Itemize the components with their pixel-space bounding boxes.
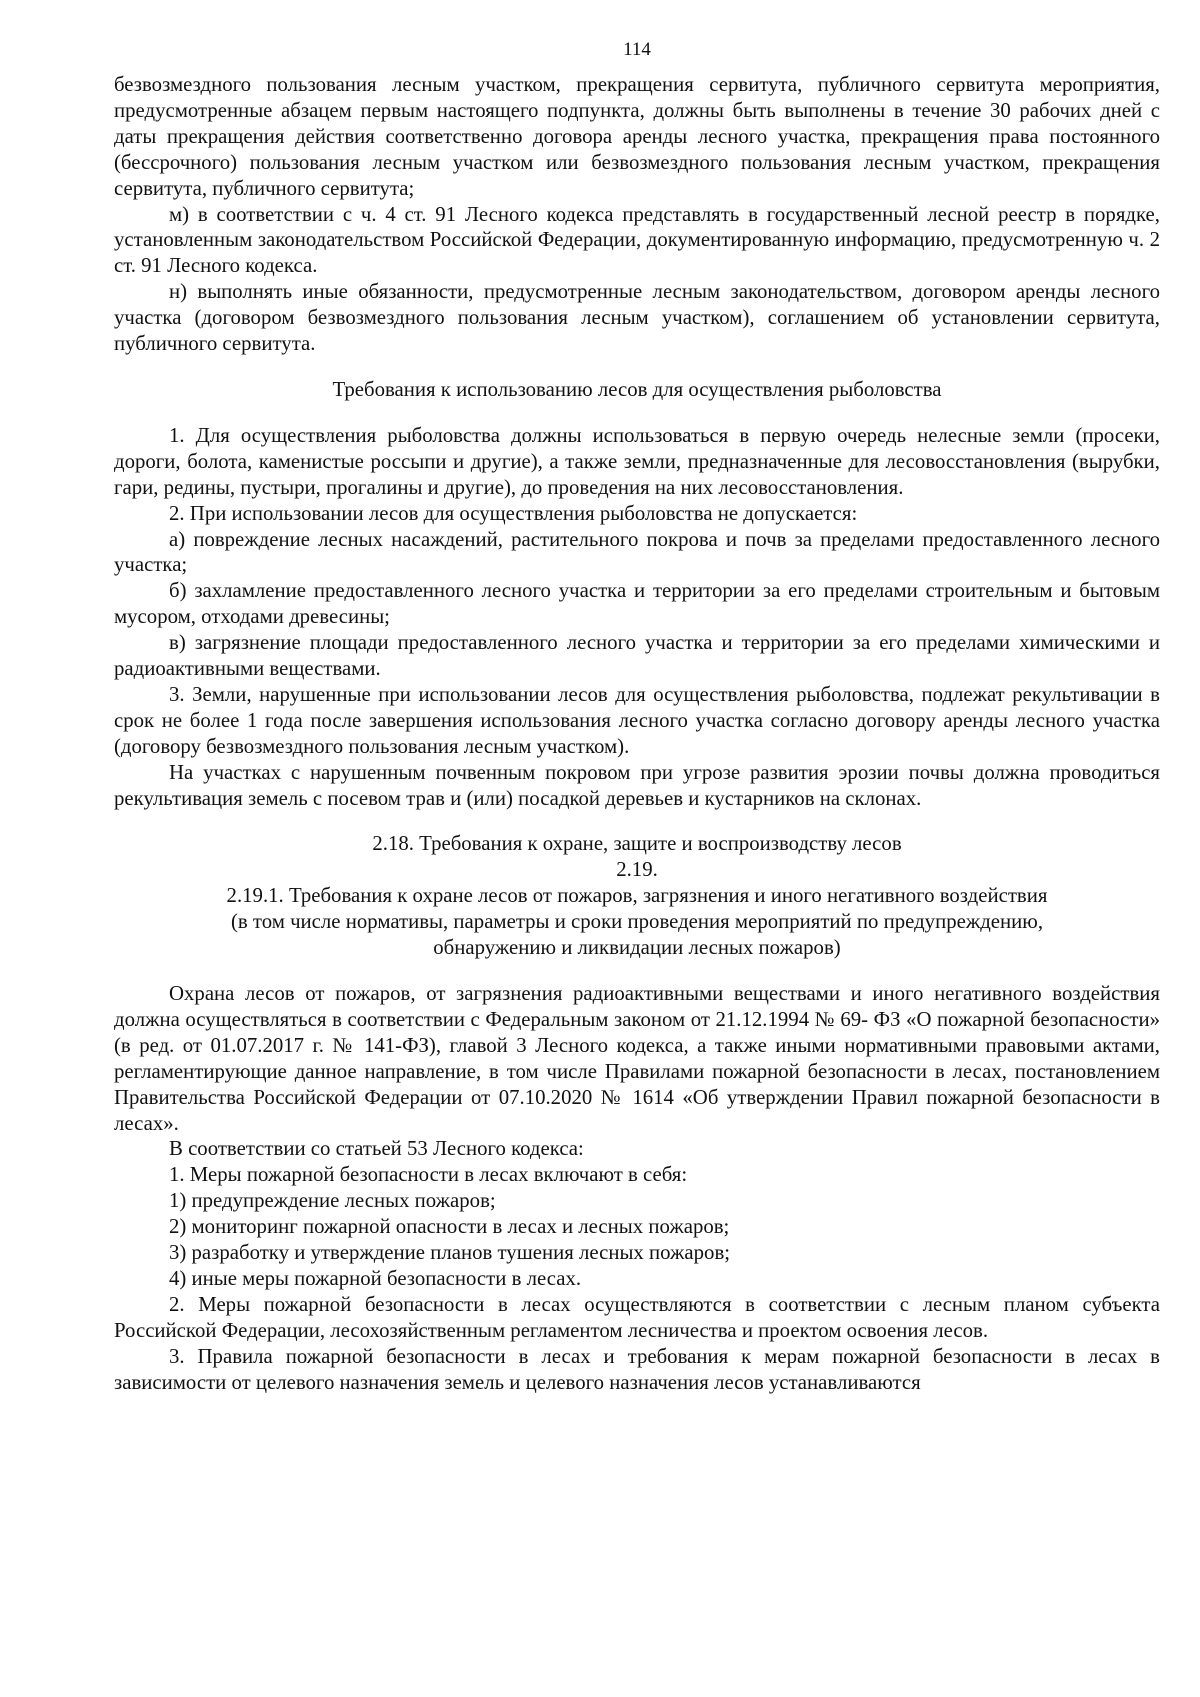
list-item-monitoring: 2) мониторинг пожарной опасности в лесах и лесных пожаров; [169,1215,730,1239]
paragraph-measures-intro: 1. Меры пожарной безопасности в лесах включают в себя: [169,1163,688,1187]
paragraph-fishing-2: 2. При использовании лесов для осуществления рыболовства не допускается: [169,501,858,525]
paragraph-measures-2: 2. Меры пожарной безопасности в лесах осуществляются в соответствии с лесным планом субъекта Российской Федерации, лесохозяйственным регламентом лесничества и проектом освоения лесов. [114,1292,1160,1342]
paragraph-fishing-2v: в) загрязнение площади предоставленного лесного участка и территории за его пределами химическими и радиоактивными веществами. [114,631,1160,681]
section-heading-2-19-1-line2: (в том числе нормативы, параметры и сроки проведения мероприятий по предупреждению, [230,910,1044,934]
section-heading-2-19-1-line3: обнаружению и ликвидации лесных пожаров) [433,936,841,960]
paragraph-fire-protection: Охрана лесов от пожаров, от загрязнения радиоактивными веществами и иного негативного воздействия должна осуществляться в соответствии с Федеральным законом от 21.12.1994 № 69- ФЗ «О пожарной безопасности» (в ред. от 01.07.2017 г. № 141-ФЗ), главой 3 Лесного кодекса, а также иными нормативными правовыми актами, регламентирующие данное направление, в том числе Правилами пожарной безопасности в лесах, постановлением Правительства Российской Федерации от 07.10.2020 № 1614 «Об утверждении Правил пожарной безопасности в лесах». [114,982,1160,1135]
section-heading-2-19-1-line1: 2.19.1. Требования к охране лесов от пожаров, загрязнения и иного негативного воздействия [226,884,1048,908]
paragraph-item-m: м) в соответствии с ч. 4 ст. 91 Лесного кодекса представлять в государственный лесной реестр в порядке, установленным законодательством Российской Федерации, документированную информацию, предусмотренную ч. 2 ст. 91 Лесного кодекса. [114,202,1160,278]
list-item-prevention: 1) предупреждение лесных пожаров; [169,1189,496,1213]
paragraph-measures-3: 3. Правила пожарной безопасности в лесах и требования к мерам пожарной безопасности в лесах в зависимости от целевого назначения земель и целевого назначения лесов устанавливаются [114,1344,1160,1394]
paragraph-continuation: безвозмездного пользования лесным участком, прекращения сервитута, публичного сервитута мероприятия, предусмотренные абзацем первым настоящего подпункта, должны быть выполнены в течение 30 рабочих дней с даты прекращения действия соответственно договора аренды лесного участка, прекращения права постоянного (бессрочного) пользования лесным участком или безвозмездного пользования лесным участком, прекращения сервитута, публичного сервитута; [114,73,1160,200]
section-heading-2-19: 2.19. [616,858,658,882]
paragraph-fishing-3: 3. Земли, нарушенные при использовании лесов для осуществления рыболовства, подлежат рекультивации в срок не более 1 года после завершения использования лесного участка согласно договору аренды лесного участка (договору безвозмездного пользования лесным участком). [114,682,1160,758]
page-number: 114 [623,39,651,60]
section-heading-fishing: Требования к использованию лесов для осуществления рыболовства [332,377,942,401]
paragraph-fishing-2a: а) повреждение лесных насаждений, растительного покрова и почв за пределами предоставленного лесного участка; [114,527,1160,577]
paragraph-fishing-erosion: На участках с нарушенным почвенным покровом при угрозе развития эрозии почвы должна проводиться рекультивация земель с посевом трав и (или) посадкой деревьев и кустарников на склонах. [114,760,1160,810]
list-item-other-measures: 4) иные меры пожарной безопасности в лесах. [169,1266,582,1290]
paragraph-article-53: В соответствии со статьей 53 Лесного кодекса: [169,1137,584,1161]
document-page [114,38,1160,1396]
paragraph-fishing-2b: б) захламление предоставленного лесного участка и территории за его пределами строительным и бытовым мусором, отходами древесины; [114,579,1160,629]
list-item-plans: 3) разработку и утверждение планов тушения лесных пожаров; [169,1241,731,1265]
paragraph-fishing-1: 1. Для осуществления рыболовства должны использоваться в первую очередь нелесные земли (просеки, дороги, болота, каменистые россыпи и другие), а также земли, предназначенные для лесовосстановления (вырубки, гари, редины, пустыри, прогалины и другие), до проведения на них лесовосстановления. [114,423,1160,499]
section-heading-2-18: 2.18. Требования к охране, защите и воспроизводству лесов [372,832,902,856]
paragraph-item-n: н) выполнять иные обязанности, предусмотренные лесным законодательством, договором аренды лесного участка (договором безвозмездного пользования лесным участком), соглашением об установлении сервитута, публичного сервитута. [114,280,1160,356]
